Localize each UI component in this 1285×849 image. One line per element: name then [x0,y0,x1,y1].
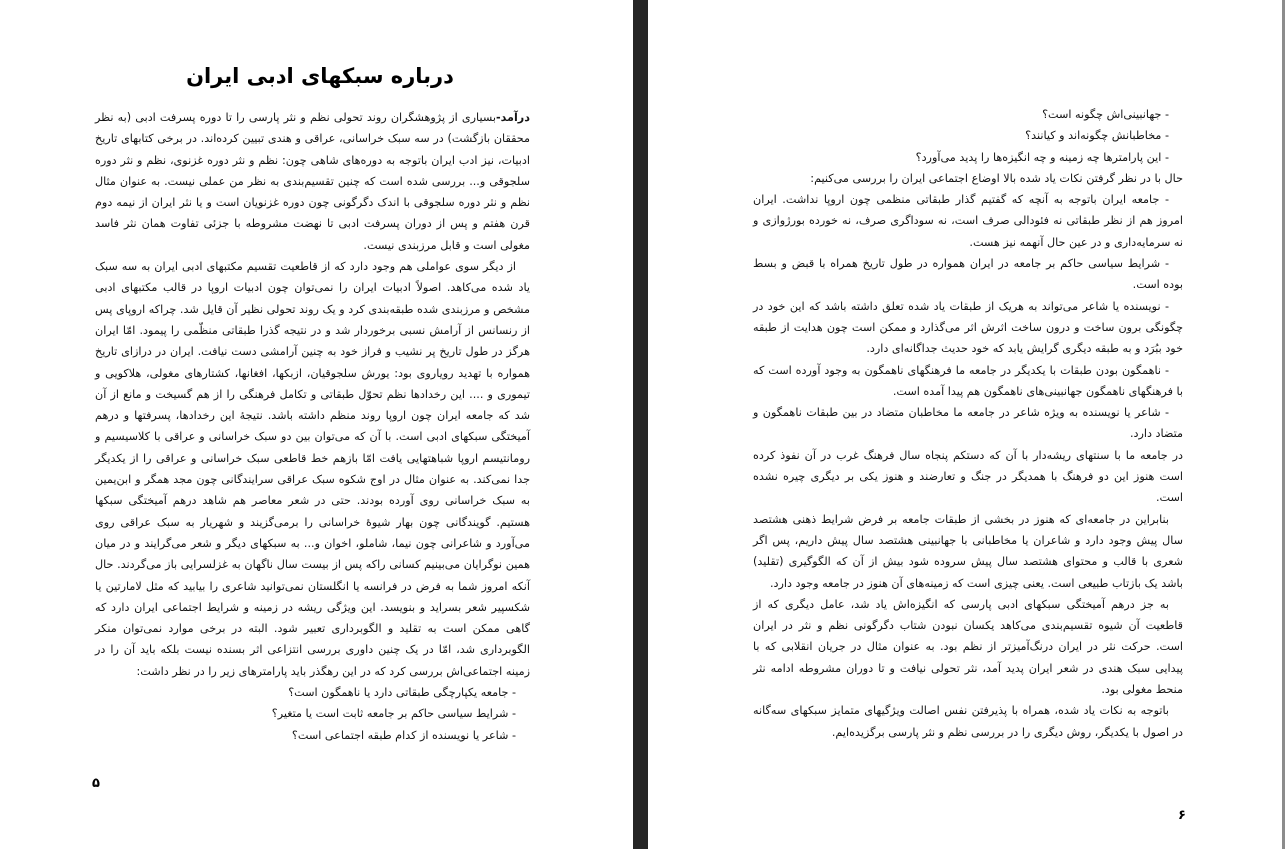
intro-paragraph [95,107,530,256]
intro-lead: درآمد- [495,111,530,124]
left-list-item-3: - شاعر یا نویسنده از کدام طبقه اجتماعی است؟ [291,728,516,742]
point-5: - شاعر یا نویسنده به ویژه شاعر در جامعه ما مخاطبان متضاد در بین طبقات ناهمگون و متضاد دارد. [753,406,1183,441]
right-list-item-1: - جهانبینی‌اش چگونه است؟ [1042,108,1169,121]
right-page-number: ۶ [1178,808,1186,823]
paragraph-two: از دیگر سوی عواملی هم وجود دارد که از قاطعیت تقسیم مکتبهای ادبی ایران به سه سبک یاد شده می‌کاهد. اصولاً ادبیات ایران را نمی‌توان چون ادبیات اروپا در قالب مکتبهای ادبی مشخص و مرزبندی شده طبقه‌بندی کرد و یک روند تحولی نظیر آن قایل شد. چراکه اروپای پس از رنسانس از آرامش نسبی برخوردار شد و در نتیجه گذرا طبقاتی منظّمی را پیمود. امّا ایران هرگز در طول تاریخ پر نشیب و فراز خود به چنین آرامشی دست نیافت. ایران در درازای تاریخ همواره با تهدید رویاروی بود: یورش سلجوقیان، ازبکها، افغانها، کشتارهای مغولی، هلاکویی و تیموری و .... این رخدادها نظم تحوّل طبقاتی و تکامل فرهنگی را از هم گسیخت و مانع از آن شد که جامعه ایران چون اروپا روند منظم داشته باشد. نتیجهٔ این رخدادها، پسرفتها و درهم آمیختگی سبکهای ادبی است. با آن که می‌توان بین دو سبک خراسانی و عراقی با کلاسیسیم و رومانتیسم اروپا شباهتهایی یافت امّا بازهم خط قاطعی سبک خراسانی و عراقی را از یکدیگر جدا نمی‌کند. به عنوان مثال در اوج شکوه سبک عراقی سرایندگانی چون مجد همگر و ابن‌یمین به سبک خراسانی روی آورده بودند. حتی در شعر معاصر هم شاهد درهم آمیختگی سبکها هستیم. گویندگانی چون بهار شیوهٔ خراسانی را برمی‌گزیند و شهریار به سبک عراقی روی می‌آورد و شاعرانی چون نیما، شاملو، اخوان و... به سبکهای دیگر و شعر می‌گرایند و در میان همین نوگرایان می‌بینیم کسانی راکه پس از بیست سال ناگهان به غزلسرایی باز می‌گردند. حال آنکه امروز شما به فرض در فرانسه یا انگلستان نمی‌توانید شاعری را بیابید که مثل لامارتین یا شکسپیر شعر بسراید و بنویسد. این ویژگی ریشه در زمینه و شرایط اجتماعی ایران دارد که گاهی ممکن است به تقلید و الگوبرداری تعبیر شود. البته در برخی موارد نمی‌توان منکر الگوبرداری شد، امّا در یک چنین داوری بررسی انتزاعی اثر بسنده نیست بلکه باید آن را در زمینه اجتماعی‌اش بررسی کرد که در این رهگذر باید پارامترهای زیر را در نظر داشت: [95,260,530,678]
right-list-item-3: - این پارامترها چه زمینه و چه انگیزه‌ها را پدید می‌آورد؟ [915,150,1169,164]
paragraph-d: باتوجه به نکات یاد شده، همراه با پذیرفتن نفس اصالت ویژگیهای متمایز سبکهای سه‌گانه در اصول با یکدیگر، روش دیگری را در بررسی نظم و نثر پارسی برگزیده‌ایم. [753,704,1183,739]
intro-text: بسیاری از پژوهشگران روند تحولی نظم و نثر پارسی را تا دوره پسرفت ادبی (به نظر محققان بازگشت) در سه سبک خراسانی، عراقی و هندی تبیین کرده‌اند. در برخی کتابهای تاریخ ادبیات، نیز ادب ایران باتوجه به دوره‌های شاهی چون: نظم و نثر دوره غزنوی، نظم و نثر دوره سلجوقی و... بررسی شده است که چنین تقسیم‌بندی به نظر من عملی نیست. به عنوان مثال نظم و نثر دوره سلجوقی با اندک دگرگونی چون دوره غزنویان است و یا نثر ایران از نیمه دوم قرن هفتم و پس از دوران پسرفت ادبی تا نهضت مشروطه با جزئی تفاوت همان نثر فاسد مغولی است و قابل مرزبندی نیست. [95,111,530,252]
right-page [648,0,1285,849]
paragraph-c: به جز درهم آمیختگی سبکهای ادبی پارسی که انگیزه‌اش یاد شد، عامل دیگری که از قاطعیت آن شیوه تقسیم‌بندی می‌کاهد یکسان نبودن شتاب دگرگونی نظم و نثر در ایران است. حرکت نثر در ایران درنگ‌آمیزتر از نظم بود. به عنوان مثال در جریان انقلابی که با پیدایی سبک هندی در شعر ایران پدید آمد، نثر تحولی نیافت و تا دوران مشروطه ادامه نثر منحط مغولی بود. [753,597,1183,697]
left-page [0,0,633,849]
left-page-body [95,107,530,746]
point-1: - جامعه ایران باتوجه به آنچه که گفتیم گذار طبقاتی منظمی چون اروپا نداشت. ایران امروز هم از نظر طبقاتی نه فئودالی صرف است، نه سوداگری صرف، نه خورده بورژوازی و نه سرمایه‌داری و در عین حال آنهمه نیز هست. [753,193,1183,249]
left-list-item-2: - شرایط سیاسی حاکم بر جامعه ثابت است یا متغیر؟ [271,707,516,721]
point-4: - ناهمگون بودن طبقات با یکدیگر در جامعه ما فرهنگهای ناهمگون به وجود آورده است که با فرهنگهای ناهمگون جهانبینی‌های ناهمگون هم پیدا آمده است. [753,363,1183,398]
left-list-item-1: - جامعه یکپارچگی طبقاتی دارد یا ناهمگون است؟ [288,686,516,700]
right-page-body [753,104,1183,743]
point-3: - نویسنده یا شاعر می‌تواند به هریک از طبقات یاد شده تعلق داشته باشد که این خود در چگونگی برون ساخت و درون ساخت اثرش اثر می‌گذارد و ممکن است چون هدایت از طبقه خود ببُرَد و به طبقه دیگری گرایش یابد که خود حدیث جداگانه‌ای دارد. [753,299,1183,356]
paragraph-a: در جامعه ما با سنتهای ریشه‌دار با آن که دستکم پنجاه سال فرهنگ غرب در آن نفوذ کرده است هنوز این دو فرهنگ با همدیگر در جنگ و تعارضند و هنوز یکی بر دیگری چیره نشده است. [753,448,1183,505]
paragraph-b: بنابراین در جامعه‌ای که هنوز در بخشی از طبقات جامعه بر فرض شرایط ذهنی هشتصد سال پیش وجود دارد و شاعران یا مخاطبانی با جهانبینی هشتصد سال پیش داریم، پس اگر شعری با قالب و محتوای هشتصد سال پیش سروده شود بیش از آن که الگوگیری (تقلید) باشد یک بازتاب طبیعی است. یعنی چیزی است که زمینه‌های آن هنوز در جامعه وجود دارد. [753,512,1183,590]
transition-line: حال با در نظر گرفتن نکات یاد شده بالا اوضاع اجتماعی ایران را بررسی می‌کنیم: [810,171,1183,185]
book-gutter [633,0,648,849]
right-list-item-2: - مخاطبانش چگونه‌اند و کیانند؟ [1025,129,1169,143]
chapter-title: درباره سبکهای ادبی ایران [186,64,454,88]
point-2: - شرایط سیاسی حاکم بر جامعه در ایران همواره در طول تاریخ همراه با قبض و بسط بوده است. [753,257,1183,292]
left-page-number: ۵ [92,776,100,791]
